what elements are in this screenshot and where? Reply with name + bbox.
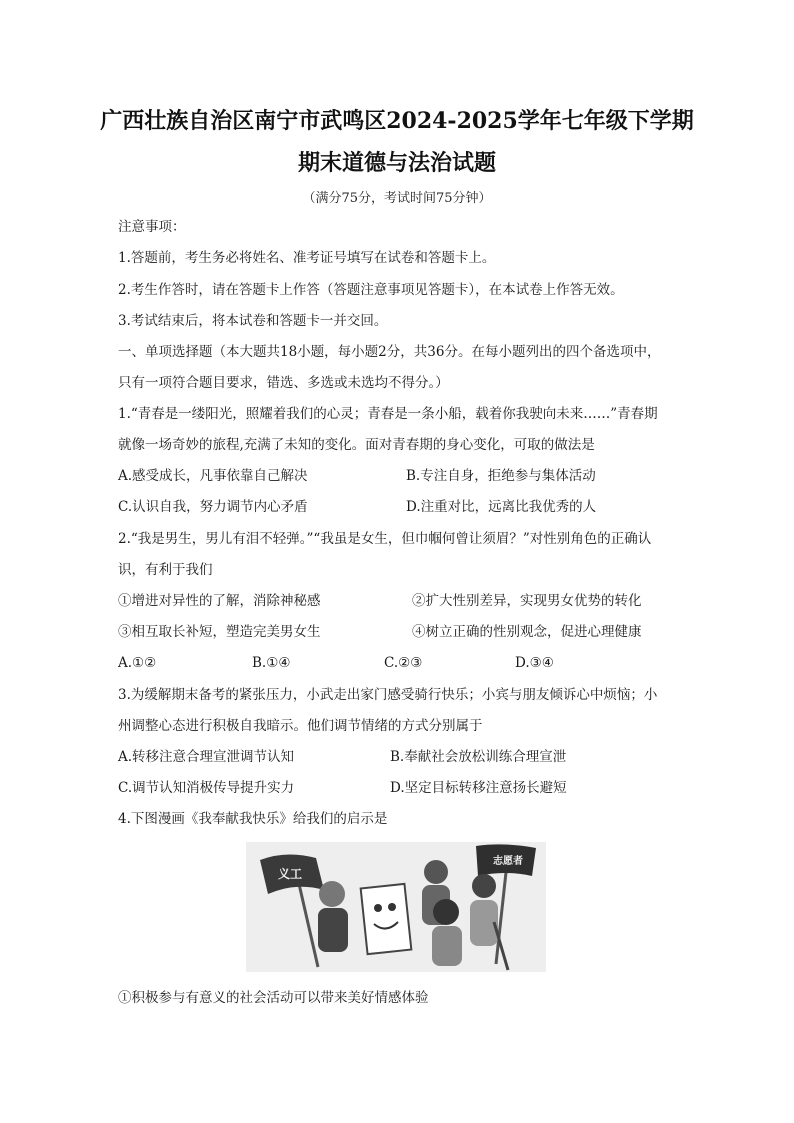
q2-option-b: B.①④ xyxy=(252,655,291,671)
q1-option-a: A.感受成长，凡事依靠自己解决 xyxy=(118,468,308,484)
q1-stem-cont: 就像一场奇妙的旅程,充满了未知的变化。面对青春期的身心变化，可取的做法是 xyxy=(118,437,595,453)
q3-option-a: A.转移注意合理宣泄调节认知 xyxy=(118,749,295,765)
q2-option-c: C.②③ xyxy=(384,655,423,671)
flag-left-label: 义工 xyxy=(277,867,303,881)
volunteer-cartoon-image xyxy=(246,842,546,972)
flag-right-label: 志愿者 xyxy=(493,856,523,867)
q2-option-a: A.①② xyxy=(118,655,157,671)
exam-subtitle: （满分75分，考试时间75分钟） xyxy=(302,191,492,206)
q2-statement-1: ①增进对异性的了解，消除神秘感 xyxy=(118,593,321,609)
q1-option-d: D.注重对比，远离比我优秀的人 xyxy=(406,499,597,515)
notice-heading: 注意事项： xyxy=(118,219,186,235)
q1-stem: 1.“青春是一缕阳光，照耀着我们的心灵；青春是一条小船，载着你我驶向未来……”青春期 xyxy=(118,406,658,422)
q3-option-c: C.调节认知消极传导提升实力 xyxy=(118,780,295,796)
q2-statement-4: ④树立正确的性别观念，促进心理健康 xyxy=(412,624,642,640)
q2-stem: 2.“我是男生，男儿有泪不轻弹。”“我虽是女生，但巾帼何曾让须眉？”对性别角色的正确认 xyxy=(118,531,652,547)
notice-item: 1.答题前，考生务必将姓名、准考证号填写在试卷和答题卡上。 xyxy=(118,250,496,266)
q3-option-d: D.坚定目标转移注意扬长避短 xyxy=(390,780,567,796)
q3-option-b: B.奉献社会放松训练合理宣泄 xyxy=(390,749,567,765)
q3-stem-cont: 州调整心态进行积极自我暗示。他们调节情绪的方式分别属于 xyxy=(118,718,483,734)
notice-item: 3.考试结束后，将本试卷和答题卡一并交回。 xyxy=(118,313,388,329)
q2-statement-3: ③相互取长补短，塑造完美男女生 xyxy=(118,624,321,640)
q2-option-d: D.③④ xyxy=(515,655,554,671)
q1-option-c: C.认识自我，努力调节内心矛盾 xyxy=(118,499,308,515)
section-intro-cont: 只有一项符合题目要求，错选、多选或未选均不得分。） xyxy=(118,375,449,391)
exam-title-line2: 期末道德与法治试题 xyxy=(297,150,496,176)
q2-statement-2: ②扩大性别差异，实现男女优势的转化 xyxy=(412,593,642,609)
q3-stem: 3.为缓解期末备考的紧张压力，小武走出家门感受骑行快乐；小宾与朋友倾诉心中烦恼；小 xyxy=(118,687,658,703)
q4-statement-1: ①积极参与有意义的社会活动可以带来美好情感体验 xyxy=(118,990,429,1006)
section-intro: 一、单项选择题（本大题共18小题，每小题2分，共36分。在每小题列出的四个备选项中， xyxy=(118,344,661,360)
q4-stem: 4.下图漫画《我奉献我快乐》给我们的启示是 xyxy=(118,811,388,827)
notice-item: 2.考生作答时，请在答题卡上作答（答题注意事项见答题卡），在本试卷上作答无效。 xyxy=(118,282,624,298)
q2-stem-cont: 识，有利于我们 xyxy=(118,562,213,578)
exam-title-line1: 广西壮族自治区南宁市武鸣区2024-2025学年七年级下学期 xyxy=(100,108,694,134)
q1-option-b: B.专注自身，拒绝参与集体活动 xyxy=(406,468,596,484)
